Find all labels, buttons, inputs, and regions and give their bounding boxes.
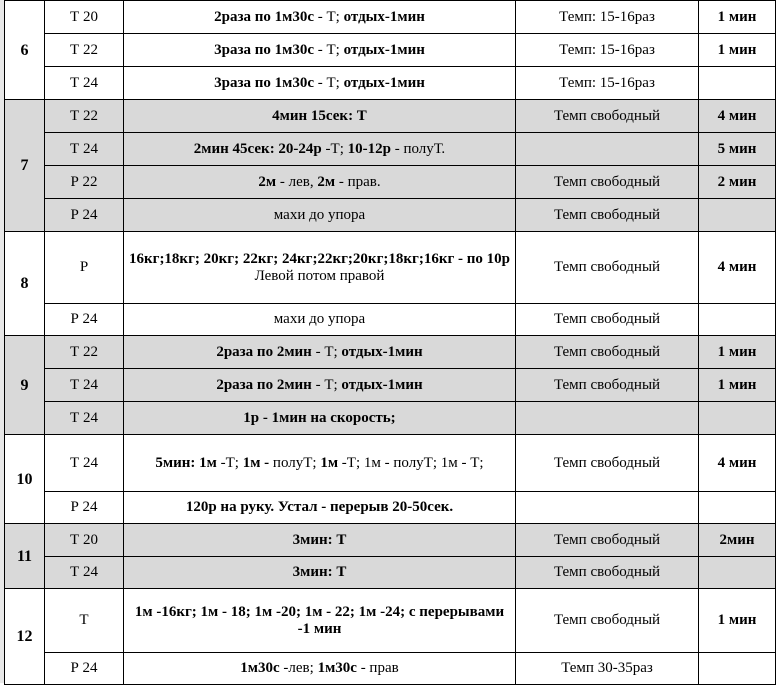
table-row (5, 1, 776, 34)
exercise-cell[interactable]: Т 24 (45, 402, 124, 435)
exercise-cell[interactable]: Т 22 (45, 100, 124, 133)
task-text-segment: 3раза по 1м30с (214, 74, 315, 91)
task-text-segment: -Т; 1м - полуТ; 1м - Т; (338, 454, 484, 471)
task-text-segment: 3мин: Т (292, 564, 347, 580)
duration-cell[interactable]: 1 мин (699, 1, 776, 34)
task-text-segment: 120р на руку. Устал - перерыв 20-50сек. (185, 499, 454, 515)
duration-cell[interactable] (699, 199, 776, 232)
task-text-segment: -Т; (321, 140, 348, 157)
duration-cell[interactable]: 1 мин (699, 34, 776, 67)
exercise-cell[interactable]: Р 24 (45, 653, 124, 685)
tempo-cell[interactable]: Темп 30-35раз (516, 653, 699, 685)
exercise-cell[interactable]: Т 22 (45, 336, 124, 369)
exercise-cell[interactable]: Р (45, 232, 124, 304)
table-row (5, 524, 776, 557)
task-cell[interactable] (124, 1, 516, 34)
tempo-cell[interactable]: Темп свободный (516, 369, 699, 402)
exercise-cell[interactable]: Р 24 (45, 199, 124, 232)
task-cell[interactable] (124, 653, 516, 685)
task-text-segment: 1м -16кг; 1м - 18; 1м -20; 1м - 22; 1м -24; с перерывами -1 мин (134, 603, 505, 637)
exercise-cell[interactable]: Т 20 (45, 1, 124, 34)
exercise-cell[interactable]: Р 24 (45, 492, 124, 524)
table-row (5, 232, 776, 304)
task-text-segment: - Т; (314, 41, 344, 58)
task-text-segment: махи до упора (273, 206, 366, 223)
task-text-segment: - прав (356, 660, 399, 676)
exercise-cell[interactable]: Т (45, 589, 124, 653)
task-text-segment: 2раза по 2мин (216, 376, 312, 393)
task-text-segment: - Т; (311, 343, 342, 360)
task-text-segment: 2раза по 2мин (216, 343, 312, 360)
task-text-segment: отдых-1мин (343, 41, 425, 58)
tempo-cell[interactable]: Темп свободный (516, 589, 699, 653)
task-text-segment: 3мин: Т (292, 531, 347, 548)
tempo-cell[interactable] (516, 133, 699, 166)
duration-cell[interactable]: 1 мин (699, 369, 776, 402)
table-row (5, 369, 776, 402)
day-number-cell[interactable]: 11 (5, 524, 45, 589)
task-text-segment: 1р - 1мин на скорость; (243, 409, 396, 426)
task-text-segment: махи до упора (273, 311, 366, 327)
duration-cell[interactable] (699, 653, 776, 685)
duration-cell[interactable] (699, 557, 776, 589)
task-text-segment: -лев; (279, 660, 318, 676)
table-row (5, 199, 776, 232)
duration-cell[interactable]: 4 мин (699, 100, 776, 133)
tempo-cell[interactable]: Темп: 15-16раз (516, 34, 699, 67)
duration-cell[interactable] (699, 492, 776, 524)
task-text-segment: - Т; (314, 74, 344, 91)
tempo-cell[interactable]: Темп свободный (516, 166, 699, 199)
task-text-segment: 4мин 15сек: Т (272, 107, 367, 124)
table-row (5, 589, 776, 653)
task-cell[interactable] (124, 232, 516, 304)
task-text-segment: 5мин: 1м (155, 454, 217, 471)
tempo-cell[interactable] (516, 402, 699, 435)
task-text-segment: 1м - (242, 454, 273, 471)
task-cell[interactable] (124, 304, 516, 336)
tempo-cell[interactable]: Темп свободный (516, 100, 699, 133)
day-number-cell[interactable]: 6 (5, 1, 45, 100)
tempo-cell[interactable]: Темп свободный (516, 304, 699, 336)
table-row (5, 435, 776, 492)
day-number-cell[interactable]: 9 (5, 336, 45, 435)
exercise-cell[interactable]: Т 24 (45, 67, 124, 100)
task-text-segment: отдых-1мин (343, 8, 425, 25)
task-text-segment: отдых-1мин (341, 376, 423, 393)
exercise-cell[interactable]: Р 22 (45, 166, 124, 199)
tempo-cell[interactable]: Темп свободный (516, 199, 699, 232)
task-cell[interactable] (124, 557, 516, 589)
task-text-segment: 1м30с (317, 660, 357, 676)
task-cell[interactable] (124, 402, 516, 435)
table-row (5, 653, 776, 685)
exercise-cell[interactable]: Т 20 (45, 524, 124, 557)
duration-cell[interactable]: 2мин (699, 524, 776, 557)
task-text-segment: 1м (320, 454, 339, 471)
task-cell[interactable] (124, 67, 516, 100)
task-cell[interactable] (124, 100, 516, 133)
duration-cell[interactable]: 2 мин (699, 166, 776, 199)
table-row (5, 166, 776, 199)
task-text-segment: 2м (258, 173, 277, 190)
table-row (5, 402, 776, 435)
duration-cell[interactable]: 4 мин (699, 232, 776, 304)
exercise-cell[interactable]: Т 24 (45, 133, 124, 166)
task-text-segment: 2раза по 1м30с (214, 8, 315, 25)
task-text-segment: отдых-1мин (341, 343, 423, 360)
table-row (5, 304, 776, 336)
task-cell[interactable] (124, 199, 516, 232)
exercise-cell[interactable]: Р 24 (45, 304, 124, 336)
tempo-cell[interactable] (516, 492, 699, 524)
task-text-segment: 3раза по 1м30с (214, 41, 315, 58)
task-text-segment: - полуТ. (390, 140, 446, 157)
task-cell[interactable] (124, 369, 516, 402)
table-row (5, 557, 776, 589)
task-text-segment: 1м30с (240, 660, 280, 676)
tempo-cell[interactable]: Темп: 15-16раз (516, 67, 699, 100)
exercise-cell[interactable]: Т 24 (45, 557, 124, 589)
exercise-cell[interactable]: Т 22 (45, 34, 124, 67)
task-cell[interactable] (124, 524, 516, 557)
duration-cell[interactable] (699, 304, 776, 336)
day-number-cell[interactable]: 10 (5, 435, 45, 524)
task-cell[interactable] (124, 492, 516, 524)
task-cell[interactable] (124, 133, 516, 166)
tempo-cell[interactable]: Темп свободный (516, 524, 699, 557)
task-text-segment: 16кг;18кг; 20кг; 22кг; 24кг;22кг;20кг;18кг;16кг - по 10р (128, 250, 511, 267)
task-cell[interactable] (124, 336, 516, 369)
day-number-cell[interactable]: 7 (5, 100, 45, 232)
task-text-segment: -Т; (216, 454, 243, 471)
duration-cell[interactable]: 5 мин (699, 133, 776, 166)
exercise-cell[interactable]: Т 24 (45, 435, 124, 492)
task-cell[interactable] (124, 589, 516, 653)
duration-cell[interactable] (699, 402, 776, 435)
task-text-segment: - Т; (311, 376, 342, 393)
table-row (5, 492, 776, 524)
task-cell[interactable] (124, 166, 516, 199)
task-text-segment: отдых-1мин (343, 74, 425, 91)
table-row (5, 34, 776, 67)
task-text-segment: - лев, (276, 173, 318, 190)
exercise-cell[interactable]: Т 24 (45, 369, 124, 402)
task-text-segment: 10-12р (347, 140, 391, 157)
table-row (5, 100, 776, 133)
duration-cell[interactable]: 4 мин (699, 435, 776, 492)
tempo-cell[interactable]: Темп: 15-16раз (516, 1, 699, 34)
training-schedule-table (4, 0, 776, 685)
tempo-cell[interactable]: Темп свободный (516, 435, 699, 492)
day-number-cell[interactable]: 12 (5, 589, 45, 685)
tempo-cell[interactable]: Темп свободный (516, 232, 699, 304)
task-text-segment: 2м (317, 173, 336, 190)
duration-cell[interactable] (699, 67, 776, 100)
task-text-segment: полуТ; (272, 454, 321, 471)
task-text-segment: 2мин 45сек: 20-24р (193, 140, 322, 157)
day-number-cell[interactable]: 8 (5, 232, 45, 336)
duration-cell[interactable]: 1 мин (699, 589, 776, 653)
task-text-segment: Левой потом правой (254, 267, 385, 284)
tempo-cell[interactable]: Темп свободный (516, 336, 699, 369)
duration-cell[interactable]: 1 мин (699, 336, 776, 369)
table-row (5, 67, 776, 100)
task-cell[interactable] (124, 435, 516, 492)
task-cell[interactable] (124, 34, 516, 67)
table-row (5, 133, 776, 166)
task-text-segment: - Т; (314, 8, 344, 25)
tempo-cell[interactable]: Темп свободный (516, 557, 699, 589)
task-text-segment: - прав. (335, 173, 381, 190)
table-row (5, 336, 776, 369)
